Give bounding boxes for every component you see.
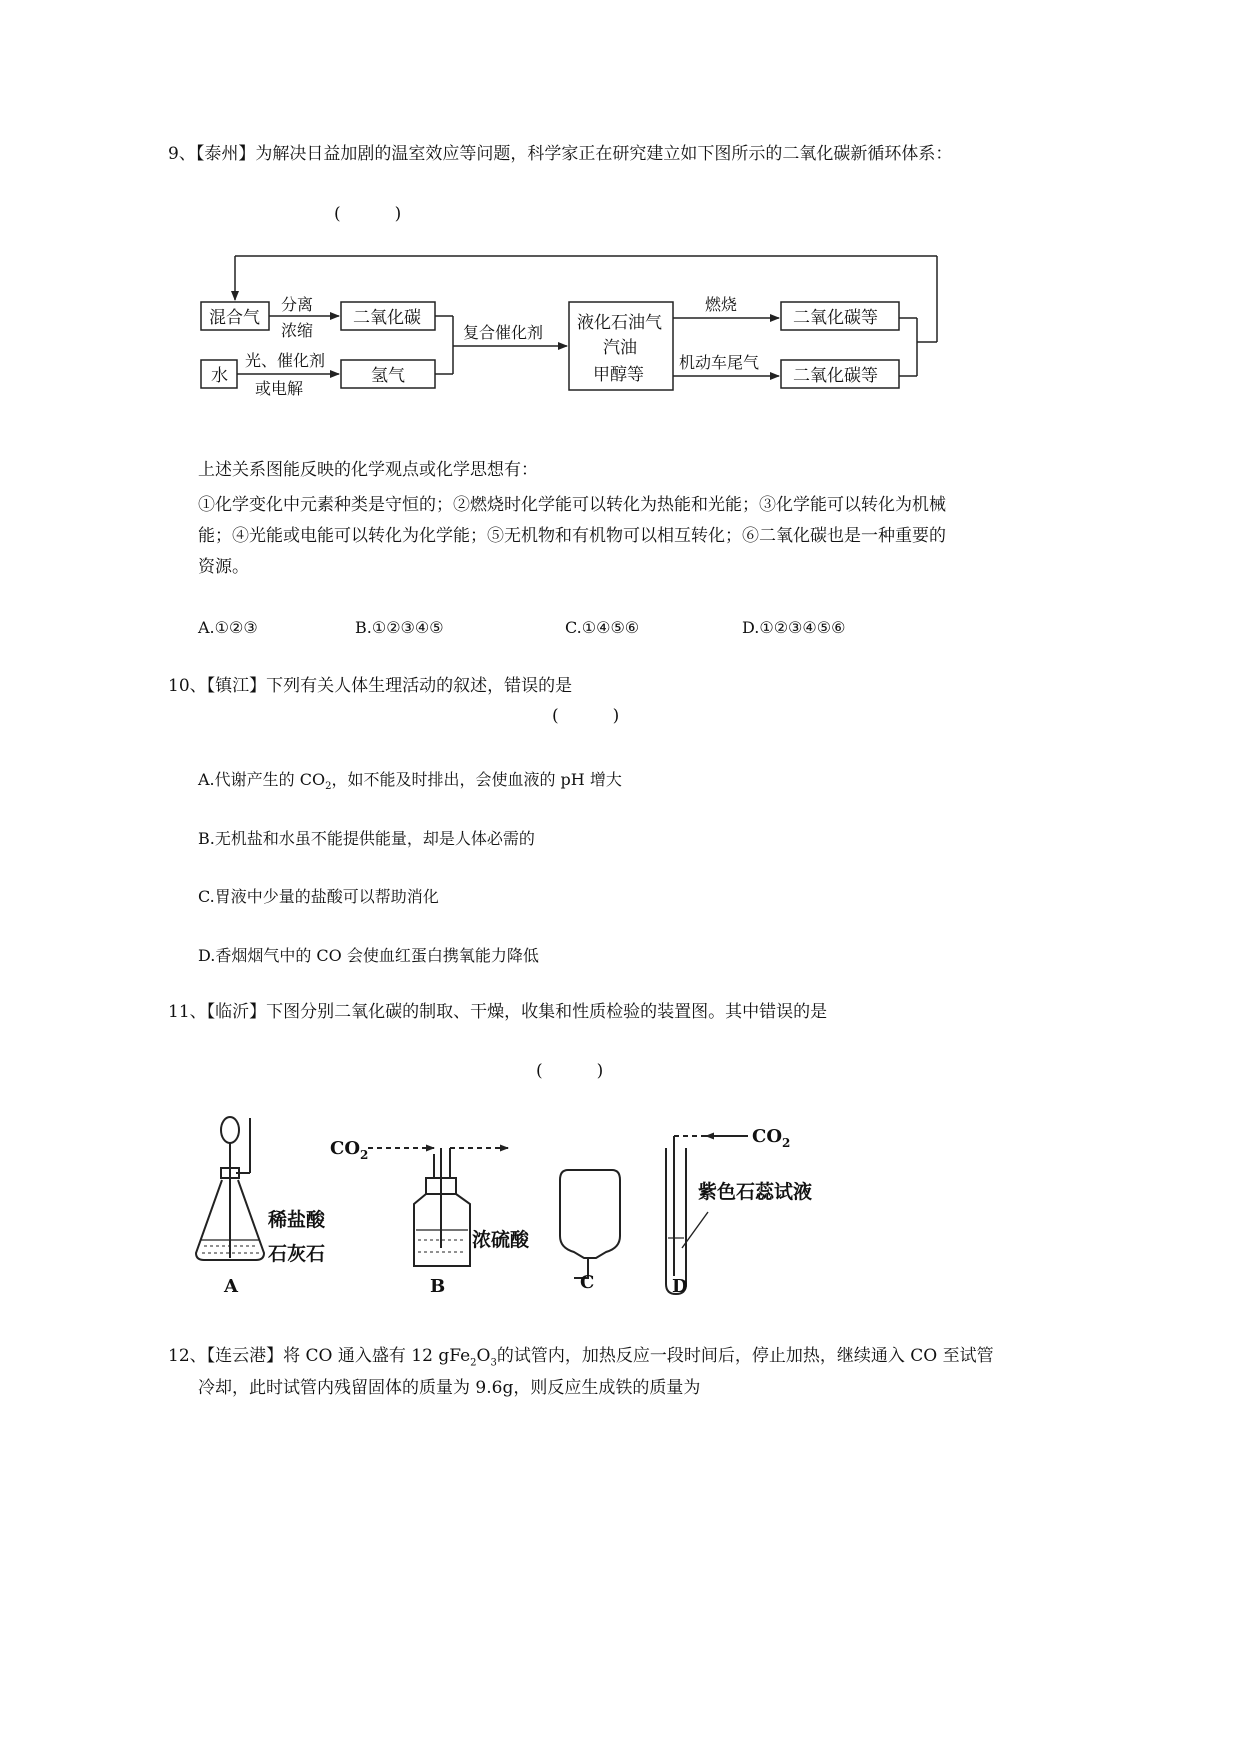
diagram-fuel-line1: 液化石油气 xyxy=(577,313,662,333)
q11-source: 【临沂】 xyxy=(206,1002,267,1022)
q9-intro: 上述关系图能反映的化学观点或化学思想有： xyxy=(198,460,538,480)
q9-answer-bracket: ( ) xyxy=(334,204,402,224)
diagram-composite-catalyst: 复合催化剂 xyxy=(463,323,544,342)
label-litmus: 紫色石蕊试液 xyxy=(698,1181,813,1203)
q10-option-c[interactable]: C.胃液中少量的盐酸可以帮助消化 xyxy=(198,887,439,906)
q11-number: 11、 xyxy=(168,1002,207,1022)
q11-apparatus-figure xyxy=(188,1108,838,1298)
q10-option-b[interactable]: B.无机盐和水虽不能提供能量，却是人体必需的 xyxy=(198,829,535,848)
q12-line1-sub1: 2 xyxy=(470,1357,477,1369)
tag-a: A xyxy=(224,1276,238,1297)
q9-number: 9、 xyxy=(168,144,196,164)
label-co2-left xyxy=(330,1138,368,1162)
diagram-exhaust: 机动车尾气 xyxy=(679,353,760,372)
q9-stem: 为解决日益加剧的温室效应等问题，科学家正在研究建立如下图所示的二氧化碳新循环体系： xyxy=(255,144,953,164)
q10-stem-line xyxy=(168,678,572,695)
q12-line1 xyxy=(168,1348,994,1368)
q10-option-a-sub: 2 xyxy=(325,781,332,793)
q12-number: 12、 xyxy=(168,1346,207,1366)
diagram-fuel-line2: 汽油 xyxy=(603,338,637,358)
q9-cycle-diagram xyxy=(195,248,955,408)
diagram-fuel-line3: 甲醇等 xyxy=(593,365,644,385)
q12-source: 【连云港】 xyxy=(206,1346,284,1366)
q12-line1-pre: 将 CO 通入盛有 12 gFe xyxy=(283,1346,471,1366)
q10-answer-bracket: ( ) xyxy=(552,706,620,726)
diagram-separate: 分离 xyxy=(281,295,314,314)
diagram-combustion: 燃烧 xyxy=(705,295,738,314)
q11-stem-line xyxy=(168,1004,827,1021)
label-co2-right xyxy=(752,1126,790,1150)
q11-answer-bracket: ( ) xyxy=(536,1061,604,1081)
label-co2-left-sub: 2 xyxy=(360,1148,369,1162)
label-dilute-hcl: 稀盐酸 xyxy=(268,1209,326,1231)
q9-points-line3: 资源。 xyxy=(198,557,249,577)
diagram-concentrate: 浓缩 xyxy=(281,321,314,340)
diagram-h2: 氢气 xyxy=(371,366,405,386)
q9-points-line1: ①化学变化中元素种类是守恒的；②燃烧时化学能可以转化为热能和光能；③化学能可以转化为机械 xyxy=(198,495,946,515)
diagram-or-electrolysis: 或电解 xyxy=(255,379,304,398)
q9-option-d[interactable]: D.①②③④⑤⑥ xyxy=(742,618,846,637)
tag-d: D xyxy=(672,1276,688,1297)
q10-option-a[interactable] xyxy=(198,767,622,792)
diagram-light-catalyst: 光、催化剂 xyxy=(245,351,326,370)
label-conc-h2so4: 浓硫酸 xyxy=(472,1229,530,1251)
q9-option-a[interactable]: A.①②③ xyxy=(198,618,258,637)
label-co2-right-sub: 2 xyxy=(782,1136,791,1150)
q12-line1-sub2: 3 xyxy=(490,1357,497,1369)
q12-line2: 冷却，此时试管内残留固体的质量为 9.6g，则反应生成铁的质量为 xyxy=(198,1378,701,1398)
q12-line1-mid: O xyxy=(476,1346,491,1366)
q11-stem: 下图分别二氧化碳的制取、干燥，收集和性质检验的装置图。其中错误的是 xyxy=(266,1002,828,1022)
q9-option-b[interactable]: B.①②③④⑤ xyxy=(355,618,444,637)
label-co2-left-main: CO xyxy=(330,1138,361,1159)
q10-stem: 下列有关人体生理活动的叙述，错误的是 xyxy=(266,676,573,696)
apparatus-d-test-tube xyxy=(666,1136,748,1294)
q10-number: 10、 xyxy=(168,676,207,696)
tag-b: B xyxy=(430,1276,446,1297)
diagram-water: 水 xyxy=(211,366,228,386)
apparatus-c-collecting-bottle xyxy=(560,1170,620,1278)
diagram-co2-etc-2: 二氧化碳等 xyxy=(793,366,878,386)
q12-line1-post: 的试管内，加热反应一段时间后，停止加热，继续通入 CO 至试管 xyxy=(496,1346,994,1366)
apparatus-a-generator xyxy=(196,1117,264,1260)
q10-option-d[interactable]: D.香烟烟气中的 CO 会使血红蛋白携氧能力降低 xyxy=(198,946,539,965)
q10-source: 【镇江】 xyxy=(206,676,267,696)
tag-c: C xyxy=(580,1272,595,1293)
label-co2-right-main: CO xyxy=(752,1126,783,1147)
diagram-mixed-gas: 混合气 xyxy=(209,308,260,328)
q9-stem-line xyxy=(168,146,952,163)
q10-option-a-post: ，如不能及时排出，会使血液的 pH 增大 xyxy=(331,770,622,789)
diagram-co2: 二氧化碳 xyxy=(353,308,421,328)
q9-points-line2: 能；④光能或电能可以转化为化学能；⑤无机物和有机物可以相互转化；⑥二氧化碳也是一种重要的 xyxy=(198,526,946,546)
q9-option-c[interactable]: C.①④⑤⑥ xyxy=(565,618,640,637)
diagram-co2-etc-1: 二氧化碳等 xyxy=(793,308,878,328)
q10-option-a-pre: A.代谢产生的 CO xyxy=(198,770,326,789)
q9-source: 【泰州】 xyxy=(195,144,256,164)
label-limestone: 石灰石 xyxy=(268,1243,326,1265)
